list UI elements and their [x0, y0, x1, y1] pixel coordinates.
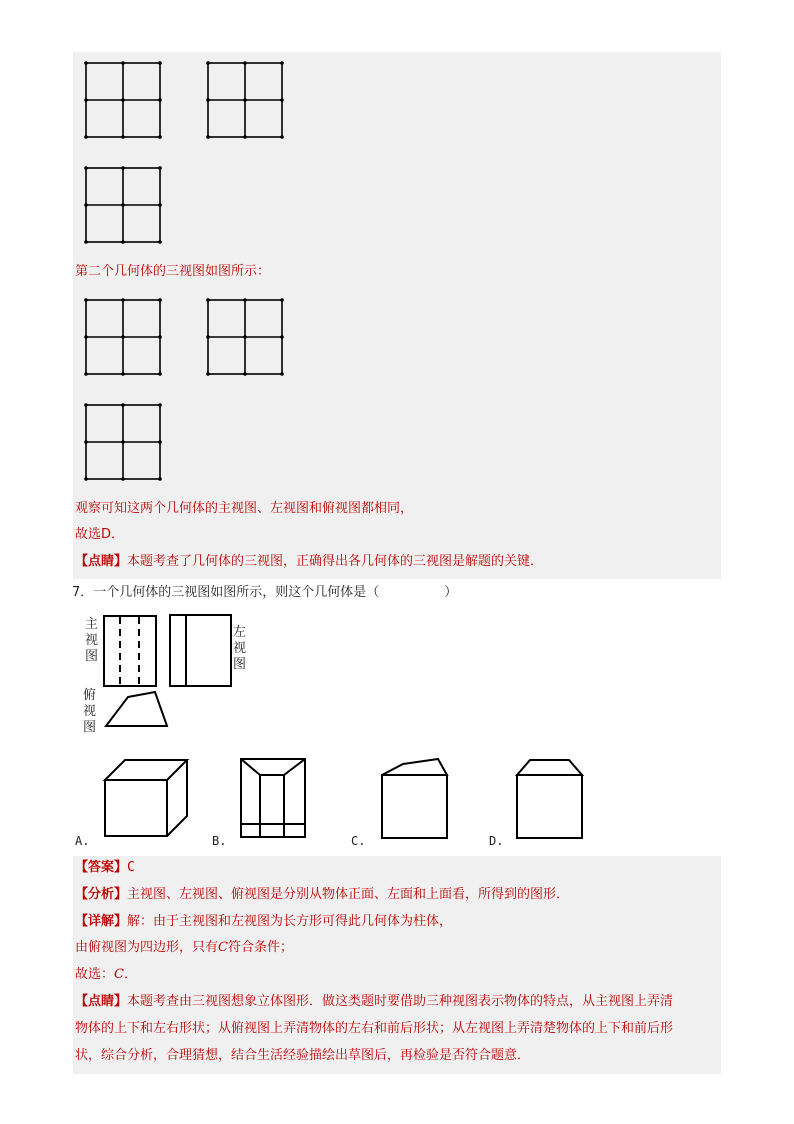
analysis-line [75, 885, 569, 905]
left-view-figure [169, 614, 233, 688]
grid-figure-3 [85, 167, 161, 243]
answer-tag: 【答案】 [75, 860, 128, 875]
grid-figure-4 [85, 299, 161, 375]
comment-tag: 【点睛】 [75, 554, 128, 569]
comment-text: 本题考查了几何体的三视图，正确得出各几何体的三视图是解题的关键． [127, 554, 544, 569]
top-view-label: 俯 视 图 [83, 688, 97, 735]
left-view-label: 左 视 图 [233, 625, 247, 672]
grid-figure-2 [207, 62, 283, 138]
comment-7-line-1 [75, 992, 673, 1012]
option-b-label[interactable]: B. [212, 834, 227, 848]
option-b-figure [240, 758, 306, 838]
option-c-figure [381, 758, 449, 840]
analysis-tag: 【分析】 [75, 887, 128, 902]
grid-figure-6 [85, 404, 161, 480]
choice-pre: 故选： [75, 967, 115, 982]
detail-line-1 [75, 912, 452, 932]
option-a-figure [103, 758, 189, 838]
option-d-label[interactable]: D. [489, 834, 504, 848]
option-c-label[interactable]: C. [351, 834, 366, 848]
question-number: 7． [72, 585, 94, 600]
detail-text-1: 解：由于主视图和左视图为长方形可得此几何体为柱体， [127, 914, 453, 929]
grid-figure-5 [207, 299, 283, 375]
comment-7-line-3: 状，综合分析，合理猜想，结合生活经验描绘出草图后，再检验是否符合题意． [75, 1048, 531, 1063]
detail-tag: 【详解】 [75, 914, 128, 929]
choice-var: C [114, 967, 124, 982]
grid-figure-1 [85, 62, 161, 138]
detail-line-2 [75, 938, 293, 958]
detail-text-2b: 符合条件； [227, 940, 293, 955]
observation-text: 观察可知这两个几何体的主视图、左视图和俯视图都相同， [75, 501, 414, 516]
choice-post: ． [123, 967, 137, 982]
front-view-label: 主 视 图 [85, 617, 99, 664]
answer-value: C [127, 860, 135, 875]
front-view-figure [103, 615, 159, 687]
option-d-figure [516, 758, 584, 840]
option-a-label[interactable]: A. [75, 834, 90, 848]
answer-line [75, 858, 135, 878]
top-view-figure [104, 690, 170, 728]
choice-line-7 [75, 965, 137, 985]
detail-text-2a: 由俯视图为四边形，只有 [75, 940, 219, 955]
choice-text: 故选D． [75, 527, 125, 542]
question-text: 一个几何体的三视图如图所示，则这个几何体是（ ） [93, 585, 458, 600]
comment-7-tag: 【点睛】 [75, 994, 128, 1009]
question-7-stem [72, 583, 457, 603]
comment-7-text-1: 本题考查由三视图想象立体图形．做这类题时要借助三种视图表示物体的特点，从主视图上弄清 [127, 994, 674, 1009]
second-solid-intro: 第二个几何体的三视图如图所示： [75, 264, 271, 279]
comment-line [75, 552, 543, 572]
comment-7-line-2: 物体的上下和左右形状；从俯视图上弄清物体的左右和前后形状；从左视图上弄清楚物体的上下和前后形 [75, 1021, 674, 1036]
analysis-text: 主视图、左视图、俯视图是分别从物体正面、左面和上面看，所得到的图形． [127, 887, 570, 902]
detail-var: C [218, 940, 228, 955]
